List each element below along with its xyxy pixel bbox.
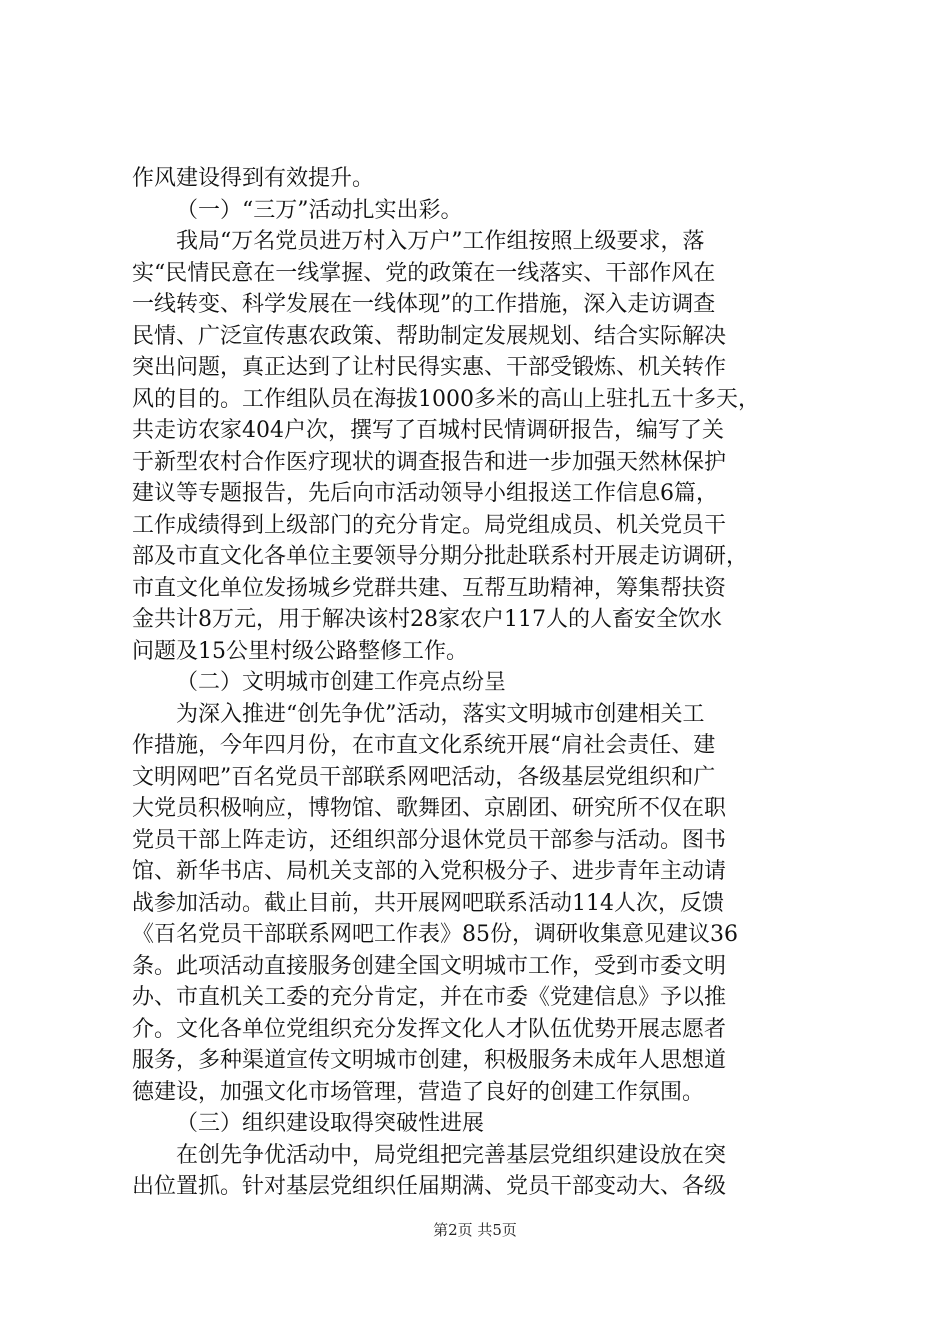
text-line: 战参加活动。截止目前，共开展网吧联系活动114人次，反馈 (132, 890, 724, 916)
text-line: 于新型农村合作医疗现状的调查报告和进一步加强天然林保护 (132, 449, 727, 475)
text-line: 共走访农家404户次，撰写了百城村民情调研报告，编写了关 (132, 418, 724, 443)
text-line: 出位置抓。针对基层党组织任届期满、党员干部变动大、各级 (132, 1174, 727, 1199)
text-line: 风的目的。工作组队员在海拔1000多米的高山上驻扎五十多天， (132, 386, 760, 412)
text-line: 作措施，今年四月份，在市直文化系统开展“肩社会责任、建 (132, 733, 716, 758)
text-line: 大党员积极响应，博物馆、歌舞团、京剧团、研究所不仅在职 (132, 796, 727, 821)
text-line: 我局“万名党员进万村入万户”工作组按照上级要求，落 (176, 229, 705, 254)
text-line: 作风建设得到有效提升。 (132, 166, 375, 191)
text-line: 问题及15公里村级公路整修工作。 (132, 638, 468, 664)
text-line: 《百名党员干部联系网吧工作表》85份，调研收集意见建议36 (132, 922, 738, 947)
text-line: 实“民情民意在一线掌握、党的政策在一线落实、干部作风在 (132, 260, 716, 286)
text-line: 部及市直文化各单位主要领导分期分批赴联系村开展走访调研， (132, 544, 749, 569)
text-line: 金共计8万元，用于解决该村28家农户117人的人畜安全饮水 (132, 607, 722, 632)
text-line: 服务，多种渠道宣传文明城市创建，积极服务未成年人思想道 (132, 1048, 727, 1073)
text-line: 介。文化各单位党组织充分发挥文化人才队伍优势开展志愿者 (132, 1016, 727, 1042)
text-line: 办、市直机关工委的充分肯定，并在市委《党建信息》予以推 (132, 985, 727, 1010)
text-line: 为深入推进“创先争优”活动，落实文明城市创建相关工 (176, 701, 705, 727)
text-line: 文明网吧”百名党员干部联系网吧活动，各级基层党组织和广 (132, 764, 716, 790)
section-heading: （三）组织建设取得突破性进展 (176, 1111, 485, 1136)
text-line: 建议等专题报告，先后向市活动领导小组报送工作信息6篇， (132, 481, 718, 506)
text-line: 工作成绩得到上级部门的充分肯定。局党组成员、机关党员干 (132, 512, 727, 538)
text-line: 馆、新华书店、局机关支部的入党积极分子、进步青年主动请 (132, 859, 727, 884)
document-body (132, 163, 832, 1203)
text-line: 德建设，加强文化市场管理，营造了良好的创建工作氛围。 (132, 1079, 705, 1105)
section-heading: （二）文明城市创建工作亮点纷呈 (176, 670, 507, 695)
section-heading: （一）“三万”活动扎实出彩。 (176, 197, 463, 223)
text-line: 在创先争优活动中，局党组把完善基层党组织建设放在突 (176, 1142, 727, 1168)
text-line: 市直文化单位发扬城乡党群共建、互帮互助精神，筹集帮扶资 (132, 575, 727, 601)
page-footer: 第2页 共5页 (433, 1221, 517, 1239)
text-line: 党员干部上阵走访，还组织部分退休党员干部参与活动。图书 (132, 827, 727, 853)
text-line: 一线转变、科学发展在一线体现”的工作措施，深入走访调查 (132, 292, 716, 317)
text-line: 突出问题，真正达到了让村民得实惠、干部受锻炼、机关转作 (132, 355, 727, 380)
text-line: 条。此项活动直接服务创建全国文明城市工作，受到市委文明 (132, 953, 727, 979)
text-line: 民情、广泛宣传惠农政策、帮助制定发展规划、结合实际解决 (132, 323, 727, 349)
